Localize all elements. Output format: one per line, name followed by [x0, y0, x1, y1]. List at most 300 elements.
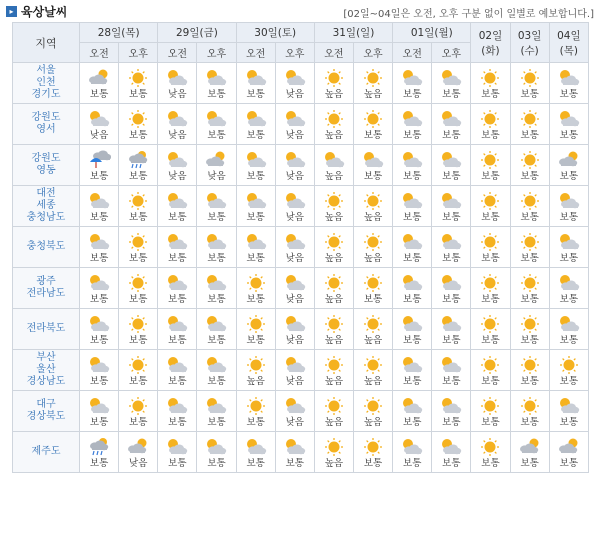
forecast-cell	[353, 63, 392, 104]
fire-risk-label: 높음	[363, 417, 383, 428]
fire-risk-label: 보통	[207, 335, 226, 346]
fire-risk-label: 보통	[129, 253, 148, 264]
forecast-cell	[236, 432, 275, 473]
partly-cloudy-icon	[439, 314, 463, 334]
forecast-cell	[275, 145, 314, 186]
sunny-icon	[361, 68, 385, 88]
shower-icon	[126, 150, 150, 170]
fire-risk-label: 보통	[442, 335, 461, 346]
forecast-cell	[510, 268, 549, 309]
partly-cloudy-icon	[400, 109, 424, 129]
fire-risk-label: 보통	[520, 130, 539, 141]
sunny-icon	[518, 150, 542, 170]
fire-risk-label: 보통	[442, 417, 461, 428]
forecast-cell	[119, 186, 158, 227]
region-name: 광주 전라남도	[13, 268, 80, 309]
partly-cloudy-icon	[400, 273, 424, 293]
sunny-icon	[322, 314, 346, 334]
sunny-icon	[557, 355, 581, 375]
forecast-cell	[236, 63, 275, 104]
forecast-cell	[80, 309, 119, 350]
fire-risk-label: 보통	[520, 335, 539, 346]
fire-risk-label: 보통	[481, 294, 500, 305]
forecast-cell	[432, 268, 471, 309]
cloudy-icon	[518, 437, 542, 457]
fire-risk-label: 보통	[481, 89, 500, 100]
sunny-icon	[518, 273, 542, 293]
title-wrap	[6, 3, 67, 20]
shower-icon	[87, 437, 111, 457]
forecast-cell	[158, 227, 197, 268]
forecast-cell	[549, 432, 588, 473]
sunny-icon	[322, 273, 346, 293]
sunny-icon	[322, 355, 346, 375]
pm-header: 오후	[119, 43, 158, 63]
fire-risk-label: 보통	[89, 171, 109, 182]
forecast-cell	[510, 432, 549, 473]
sunny-icon	[126, 68, 150, 88]
am-header: 오전	[314, 43, 353, 63]
table-row	[13, 309, 589, 350]
region-name: 강원도 영동	[13, 145, 80, 186]
forecast-cell	[197, 268, 236, 309]
partly-cloudy-icon	[400, 437, 424, 457]
fire-risk-label: 보통	[89, 89, 109, 100]
fire-risk-label: 높음	[246, 376, 265, 387]
sunny-icon	[518, 191, 542, 211]
partly-cloudy-icon	[439, 396, 463, 416]
sunny-icon	[361, 232, 385, 252]
fire-risk-label: 보통	[285, 458, 304, 469]
forecast-cell	[393, 350, 432, 391]
partly-cloudy-icon	[87, 396, 111, 416]
fire-risk-label: 보통	[129, 335, 148, 346]
forecast-cell	[314, 350, 353, 391]
partly-cloudy-icon	[204, 355, 228, 375]
fire-risk-label: 보통	[129, 212, 148, 223]
partly-cloudy-icon	[165, 109, 189, 129]
forecast-cell	[275, 104, 314, 145]
sunny-icon	[322, 396, 346, 416]
forecast-cell	[471, 309, 510, 350]
day-header: 31일(일)	[314, 23, 392, 43]
forecast-cell	[510, 104, 549, 145]
partly-cloudy-icon	[361, 150, 385, 170]
forecast-cell	[510, 145, 549, 186]
forecast-cell	[432, 63, 471, 104]
forecast-cell	[353, 104, 392, 145]
fire-risk-label: 보통	[559, 212, 579, 223]
fire-risk-label: 낮음	[285, 376, 304, 387]
forecast-cell	[119, 63, 158, 104]
fire-risk-label: 보통	[168, 253, 187, 264]
partly-cloudy-icon	[283, 191, 307, 211]
sunny-icon	[244, 314, 268, 334]
fire-risk-label: 보통	[403, 130, 422, 141]
partly-cloudy-icon	[283, 273, 307, 293]
forecast-cell	[471, 391, 510, 432]
sunny-icon	[518, 396, 542, 416]
fire-risk-label: 높음	[363, 335, 383, 346]
fire-risk-label: 보통	[481, 335, 500, 346]
section-header	[0, 0, 600, 22]
forecast-cell	[197, 104, 236, 145]
region-name: 서울 인천 경기도	[13, 63, 80, 104]
fire-risk-label: 보통	[520, 294, 539, 305]
fire-risk-label: 높음	[324, 294, 344, 305]
partly-cloudy-icon	[283, 437, 307, 457]
forecast-cell	[275, 391, 314, 432]
forecast-cell	[353, 145, 392, 186]
partly-cloudy-icon	[439, 273, 463, 293]
forecast-cell	[549, 350, 588, 391]
fire-risk-label: 보통	[168, 458, 187, 469]
fire-risk-label: 보통	[89, 417, 109, 428]
forecast-cell	[549, 145, 588, 186]
cloudy-icon	[87, 68, 111, 88]
partly-cloudy-icon	[244, 109, 268, 129]
fire-risk-label: 보통	[89, 335, 109, 346]
partly-cloudy-icon	[283, 396, 307, 416]
forecast-cell	[197, 432, 236, 473]
fire-risk-label: 낮음	[285, 335, 304, 346]
fire-risk-label: 보통	[246, 253, 265, 264]
sunny-icon	[126, 273, 150, 293]
fire-risk-label: 보통	[442, 376, 461, 387]
forecast-cell	[197, 227, 236, 268]
forecast-cell	[471, 186, 510, 227]
partly-cloudy-icon	[244, 150, 268, 170]
fire-risk-label: 보통	[246, 458, 265, 469]
fire-risk-label: 보통	[559, 376, 579, 387]
fire-risk-label: 보통	[403, 253, 422, 264]
forecast-cell	[197, 145, 236, 186]
partly-cloudy-icon	[87, 191, 111, 211]
fire-risk-label: 보통	[89, 212, 109, 223]
sunny-icon	[126, 191, 150, 211]
fire-risk-label: 낮음	[285, 89, 304, 100]
forecast-cell	[236, 391, 275, 432]
fire-risk-label: 높음	[324, 171, 344, 182]
fire-risk-label: 낮음	[285, 130, 304, 141]
forecast-cell	[236, 309, 275, 350]
fire-risk-label: 보통	[89, 458, 109, 469]
fire-risk-label: 보통	[207, 417, 226, 428]
partly-cloudy-icon	[87, 273, 111, 293]
fire-risk-label: 보통	[403, 212, 422, 223]
fire-risk-label: 높음	[324, 458, 344, 469]
partly-cloudy-icon	[557, 273, 581, 293]
fire-risk-label: 낮음	[129, 458, 148, 469]
fire-risk-label: 보통	[246, 417, 265, 428]
fire-risk-label: 보통	[442, 212, 461, 223]
cloudy-icon	[204, 150, 228, 170]
sunny-icon	[361, 314, 385, 334]
day-header: 30일(토)	[236, 23, 314, 43]
forecast-cell	[275, 432, 314, 473]
fire-risk-label: 보통	[207, 89, 226, 100]
sunny-icon	[322, 232, 346, 252]
sunny-icon	[322, 109, 346, 129]
partly-cloudy-icon	[165, 150, 189, 170]
forecast-cell	[432, 309, 471, 350]
fire-risk-label: 높음	[363, 376, 383, 387]
partly-cloudy-icon	[557, 396, 581, 416]
sunny-icon	[478, 437, 502, 457]
sunny-icon	[518, 68, 542, 88]
forecast-cell	[432, 186, 471, 227]
forecast-cell	[158, 432, 197, 473]
pm-header: 오후	[432, 43, 471, 63]
fire-risk-label: 낮음	[89, 130, 109, 141]
forecast-cell	[353, 350, 392, 391]
sunny-icon	[244, 355, 268, 375]
fire-risk-label: 높음	[363, 253, 383, 264]
forecast-cell	[197, 186, 236, 227]
fire-risk-label: 보통	[207, 130, 226, 141]
forecast-cell	[80, 432, 119, 473]
fire-risk-label: 보통	[559, 253, 579, 264]
partly-cloudy-icon	[400, 68, 424, 88]
table-row	[13, 145, 589, 186]
partly-cloudy-icon	[439, 109, 463, 129]
rain-umbrella-icon	[87, 150, 111, 170]
forecast-cell	[158, 104, 197, 145]
partly-cloudy-icon	[283, 232, 307, 252]
fire-risk-label: 보통	[89, 253, 109, 264]
partly-cloudy-icon	[165, 355, 189, 375]
sunny-icon	[322, 191, 346, 211]
partly-cloudy-icon	[165, 437, 189, 457]
forecast-cell	[314, 145, 353, 186]
fire-risk-label: 낮음	[168, 89, 187, 100]
forecast-cell	[119, 104, 158, 145]
day-header: 04일 (목)	[549, 23, 588, 63]
forecast-cell	[314, 391, 353, 432]
fire-risk-label: 보통	[207, 376, 226, 387]
partly-cloudy-icon	[204, 437, 228, 457]
fire-risk-label: 높음	[324, 417, 344, 428]
forecast-cell	[393, 432, 432, 473]
fire-risk-label: 높음	[324, 376, 344, 387]
forecast-cell	[353, 227, 392, 268]
forecast-cell	[236, 268, 275, 309]
fire-risk-label: 보통	[442, 458, 461, 469]
fire-risk-label: 보통	[559, 171, 579, 182]
forecast-cell	[432, 432, 471, 473]
forecast-cell	[158, 145, 197, 186]
fire-risk-label: 낮음	[168, 171, 187, 182]
forecast-cell	[549, 227, 588, 268]
forecast-cell	[393, 309, 432, 350]
partly-cloudy-icon	[87, 355, 111, 375]
fire-risk-label: 보통	[207, 294, 226, 305]
day-header: 03일 (수)	[510, 23, 549, 63]
fire-risk-label: 보통	[481, 171, 500, 182]
fire-risk-label: 보통	[403, 294, 422, 305]
fire-risk-label: 높음	[324, 335, 344, 346]
table-row	[13, 432, 589, 473]
partly-cloudy-icon	[439, 150, 463, 170]
forecast-cell	[549, 63, 588, 104]
table-row	[13, 63, 589, 104]
forecast-cell	[393, 145, 432, 186]
fire-risk-label: 높음	[324, 130, 344, 141]
forecast-cell	[236, 145, 275, 186]
forecast-cell	[158, 186, 197, 227]
fire-risk-label: 보통	[403, 171, 422, 182]
fire-risk-label: 보통	[520, 171, 539, 182]
region-name: 부산 울산 경상남도	[13, 350, 80, 391]
fire-risk-label: 보통	[246, 89, 265, 100]
partly-cloudy-icon	[439, 68, 463, 88]
forecast-cell	[158, 268, 197, 309]
fire-risk-label: 보통	[129, 89, 148, 100]
fire-risk-label: 보통	[403, 376, 422, 387]
forecast-note: [02일~04일은 오전, 오후 구분 없이 일별로 예보합니다.]	[343, 9, 594, 20]
partly-cloudy-icon	[283, 355, 307, 375]
forecast-cell	[158, 309, 197, 350]
sunny-icon	[126, 355, 150, 375]
forecast-cell	[158, 63, 197, 104]
fire-risk-label: 보통	[559, 294, 579, 305]
forecast-cell	[314, 63, 353, 104]
fire-risk-label: 보통	[168, 294, 187, 305]
fire-risk-label: 보통	[129, 130, 148, 141]
forecast-cell	[314, 104, 353, 145]
fire-risk-label: 보통	[246, 294, 265, 305]
fire-risk-label: 보통	[520, 376, 539, 387]
day-header-row	[13, 23, 589, 43]
forecast-cell	[80, 227, 119, 268]
fire-risk-label: 보통	[403, 458, 422, 469]
fire-risk-label: 보통	[129, 171, 148, 182]
partly-cloudy-icon	[400, 150, 424, 170]
am-header: 오전	[236, 43, 275, 63]
forecast-cell	[471, 227, 510, 268]
sunny-icon	[478, 314, 502, 334]
forecast-cell	[158, 350, 197, 391]
forecast-cell	[314, 227, 353, 268]
table-row	[13, 227, 589, 268]
sunny-icon	[126, 314, 150, 334]
cloudy-icon	[557, 437, 581, 457]
sunny-icon	[478, 273, 502, 293]
sunny-icon	[126, 232, 150, 252]
fire-risk-label: 보통	[559, 89, 579, 100]
table-row	[13, 391, 589, 432]
partly-cloudy-icon	[400, 355, 424, 375]
partly-cloudy-icon	[400, 314, 424, 334]
fire-risk-label: 보통	[520, 458, 539, 469]
fire-risk-label: 보통	[168, 212, 187, 223]
forecast-cell	[510, 227, 549, 268]
forecast-cell	[393, 268, 432, 309]
forecast-cell	[471, 104, 510, 145]
partly-cloudy-icon	[87, 232, 111, 252]
fire-risk-label: 보통	[481, 253, 500, 264]
partly-cloudy-icon	[87, 314, 111, 334]
cloudy-icon	[557, 150, 581, 170]
sunny-icon	[361, 273, 385, 293]
partly-cloudy-icon	[322, 150, 346, 170]
forecast-cell	[119, 432, 158, 473]
forecast-cell	[236, 104, 275, 145]
fire-risk-label: 보통	[442, 294, 461, 305]
pm-header: 오후	[197, 43, 236, 63]
table-row	[13, 186, 589, 227]
fire-risk-label: 보통	[481, 376, 500, 387]
forecast-cell	[510, 63, 549, 104]
sunny-icon	[361, 396, 385, 416]
forecast-cell	[432, 145, 471, 186]
forecast-cell	[80, 391, 119, 432]
fire-risk-label: 보통	[481, 212, 500, 223]
fire-risk-label: 보통	[207, 458, 226, 469]
fire-risk-label: 낮음	[207, 171, 226, 182]
sunny-icon	[322, 68, 346, 88]
partly-cloudy-icon	[557, 232, 581, 252]
partly-cloudy-icon	[244, 232, 268, 252]
cloudy-icon	[126, 437, 150, 457]
forecast-cell	[314, 268, 353, 309]
fire-risk-label: 높음	[363, 89, 383, 100]
forecast-cell	[393, 227, 432, 268]
sunny-icon	[478, 150, 502, 170]
sunny-icon	[518, 109, 542, 129]
partly-cloudy-icon	[557, 314, 581, 334]
fire-risk-label: 보통	[207, 253, 226, 264]
forecast-cell	[275, 227, 314, 268]
am-header: 오전	[158, 43, 197, 63]
partly-cloudy-icon	[283, 109, 307, 129]
forecast-cell	[236, 350, 275, 391]
sunny-icon	[361, 355, 385, 375]
forecast-cell	[353, 432, 392, 473]
forecast-cell	[353, 309, 392, 350]
partly-cloudy-icon	[400, 396, 424, 416]
fire-risk-label: 낮음	[285, 294, 304, 305]
forecast-cell	[119, 268, 158, 309]
forecast-cell	[510, 186, 549, 227]
fire-risk-label: 보통	[520, 212, 539, 223]
partly-cloudy-icon	[165, 232, 189, 252]
fire-risk-label: 보통	[442, 89, 461, 100]
forecast-cell	[510, 350, 549, 391]
partly-cloudy-icon	[87, 109, 111, 129]
forecast-cell	[432, 104, 471, 145]
forecast-cell	[80, 268, 119, 309]
weather-table	[12, 22, 589, 473]
partly-cloudy-icon	[204, 68, 228, 88]
partly-cloudy-icon	[204, 396, 228, 416]
forecast-cell	[119, 350, 158, 391]
day-header: 29일(금)	[158, 23, 236, 43]
forecast-cell	[119, 309, 158, 350]
sunny-icon	[361, 191, 385, 211]
region-name: 강원도 영서	[13, 104, 80, 145]
forecast-cell	[432, 350, 471, 391]
fire-risk-label: 보통	[403, 89, 422, 100]
partly-cloudy-icon	[165, 396, 189, 416]
forecast-cell	[275, 186, 314, 227]
forecast-cell	[197, 391, 236, 432]
partly-cloudy-icon	[165, 314, 189, 334]
forecast-cell	[471, 268, 510, 309]
fire-risk-label: 보통	[403, 335, 422, 346]
region-name: 대전 세종 충청남도	[13, 186, 80, 227]
forecast-cell	[510, 391, 549, 432]
